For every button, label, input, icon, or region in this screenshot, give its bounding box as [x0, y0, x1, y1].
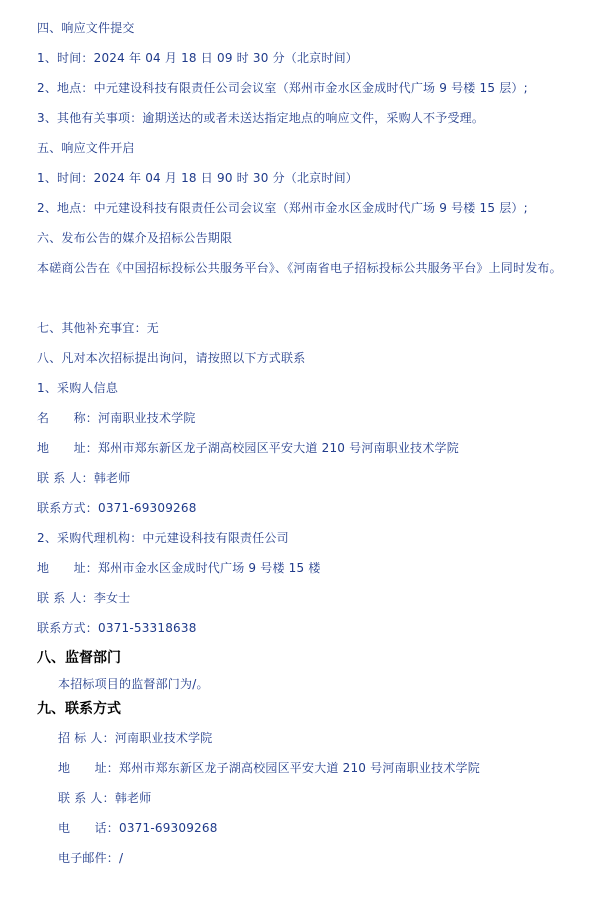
supervision-body: 本招标项目的监督部门为/。 [58, 677, 209, 691]
section6-body: 本磋商公告在《中国招标投标公共服务平台》、《河南省电子招标投标公共服务平台》上同时发布。 [37, 261, 562, 275]
agency-title: 2、采购代理机构：中元建设科技有限责任公司 [37, 531, 289, 545]
purchaser-contact: 联 系 人：韩老师 [37, 471, 131, 485]
purchaser-name: 名 称：河南职业技术学院 [37, 411, 196, 425]
section4-place: 2、地点：中元建设科技有限责任公司会议室（郑州市金水区金成时代广场 9 号楼 15 层）; [37, 81, 528, 95]
section6-title: 六、发布公告的媒介及招标公告期限 [37, 231, 233, 245]
contact-phone: 电 话：0371-69309268 [58, 821, 218, 835]
section5-title: 五、响应文件开启 [37, 141, 135, 155]
contact-address: 地 址：郑州市郑东新区龙子湖高校园区平安大道 210 号河南职业技术学院 [58, 761, 480, 775]
section4-other: 3、其他有关事项：逾期送达的或者未送达指定地点的响应文件，采购人不予受理。 [37, 111, 485, 125]
purchaser-phone: 联系方式：0371-69309268 [37, 501, 197, 515]
section7-title: 七、其他补充事宜：无 [37, 321, 160, 335]
purchaser-info-title: 1、采购人信息 [37, 381, 119, 395]
section4-title: 四、响应文件提交 [37, 21, 135, 35]
contact-person: 联 系 人：韩老师 [58, 791, 152, 805]
contact-bidder: 招 标 人：河南职业技术学院 [58, 731, 213, 745]
section5-time: 1、时间：2024 年 04 月 18 日 90 时 30 分（北京时间） [37, 171, 358, 185]
contact-heading: 九、联系方式 [37, 701, 121, 717]
agency-phone: 联系方式：0371-53318638 [37, 621, 197, 635]
section8-inquiry-title: 八、凡对本次招标提出询问，请按照以下方式联系 [37, 351, 306, 365]
agency-contact: 联 系 人：李女士 [37, 591, 131, 605]
contact-email: 电子邮件：/ [58, 851, 124, 865]
purchaser-address: 地 址：郑州市郑东新区龙子湖高校园区平安大道 210 号河南职业技术学院 [37, 441, 459, 455]
section5-place: 2、地点：中元建设科技有限责任公司会议室（郑州市金水区金成时代广场 9 号楼 15 层）; [37, 201, 528, 215]
supervision-heading: 八、监督部门 [37, 650, 121, 666]
section4-time: 1、时间：2024 年 04 月 18 日 09 时 30 分（北京时间） [37, 51, 358, 65]
agency-address: 地 址：郑州市金水区金成时代广场 9 号楼 15 楼 [37, 561, 321, 575]
